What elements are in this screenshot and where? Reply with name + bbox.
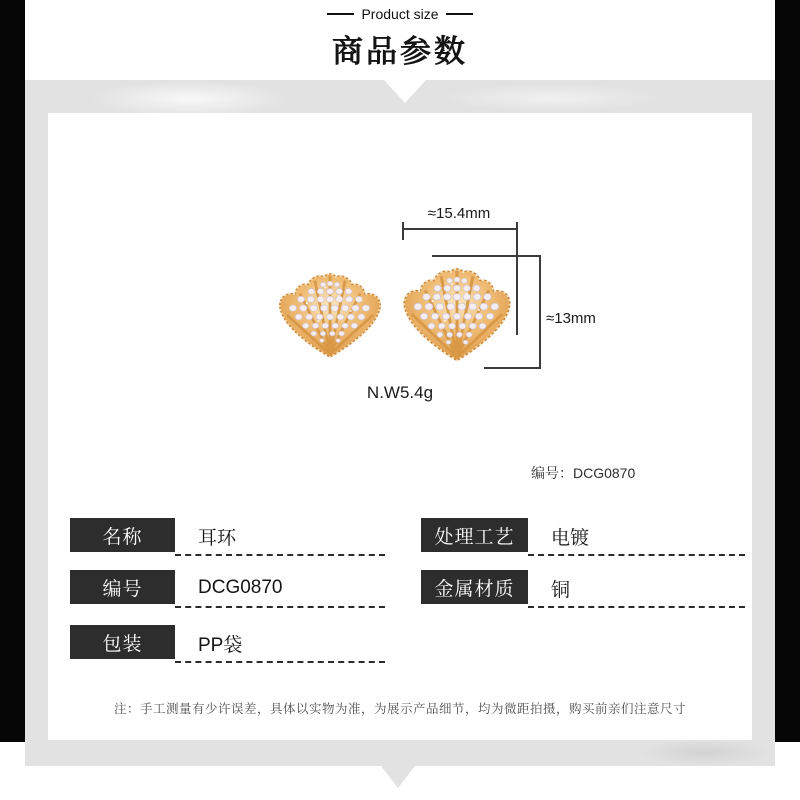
height-dimension-top-line [432,255,541,257]
eyebrow-dash-right [446,13,473,15]
spec-row-process [421,518,745,556]
bottom-divider-band [25,740,775,766]
width-dimension-tick-left [402,222,404,240]
width-dimension-line [402,228,518,230]
eyebrow-label: Product size [361,6,439,22]
spec-label-badge: 编号 [70,570,175,604]
page-title: 商品参数 [332,34,468,69]
spec-value: DCG0870 [175,570,385,608]
spec-label-badge: 名称 [70,518,175,552]
spec-value: PP袋 [175,625,385,663]
measurement-note: 注：手工测量有少许误差，具体以实物为准，为展示产品细节，均为微距拍摄，购买前亲们注意尺寸 [113,702,686,716]
item-number-line [531,463,635,483]
height-dimension-bottom-line [484,367,541,369]
frame-right-strip [775,0,800,742]
spec-value: 电镀 [528,518,745,556]
item-number-label: 编号： [531,465,573,481]
spec-column-left [70,518,385,663]
item-number-value: DCG0870 [573,465,636,481]
net-weight-label: N.W5.4g [366,383,434,402]
bottom-notch-triangle [381,766,415,788]
width-dimension-label: ≈15.4mm [427,205,491,222]
width-dimension-tick-right [516,222,518,335]
left-gutter-band [25,113,48,740]
earring-image-left [272,264,388,362]
frame-left-strip [0,0,25,742]
spec-label-badge: 处理工艺 [421,518,528,552]
spec-row-name [70,518,385,556]
height-dimension-label: ≈13mm [546,310,596,327]
spec-column-right [421,518,745,608]
spec-value: 铜 [528,570,745,608]
spec-label-badge: 金属材质 [421,570,528,604]
earring-image-right [396,258,518,366]
spec-label-badge: 包装 [70,625,175,659]
eyebrow-dash-left [327,13,354,15]
top-notch-triangle [384,80,426,103]
right-gutter-band [752,113,775,740]
spec-row-code [70,570,385,608]
spec-row-material [421,570,745,608]
spec-row-packaging [70,625,385,663]
spec-value: 耳环 [175,518,385,556]
eyebrow-line [0,6,800,22]
height-dimension-line [539,255,541,369]
